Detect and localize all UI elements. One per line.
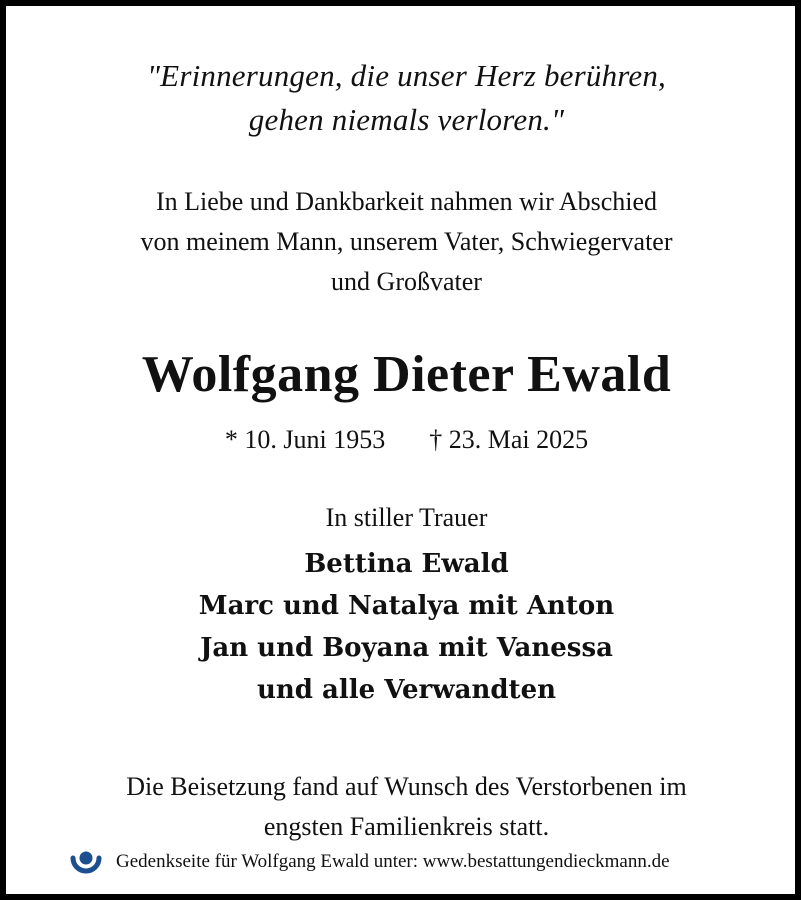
mourners-list xyxy=(6,543,801,711)
notice-line-1: Die Beisetzung fand auf Wunsch des Verstorbenen im xyxy=(126,772,687,801)
death-date: † 23. Mai 2025 xyxy=(429,425,589,454)
memorial-quote xyxy=(6,54,801,142)
intro-line-3: und Großvater xyxy=(331,267,482,296)
memorial-logo-icon xyxy=(68,844,104,880)
deceased-name: Wolfgang Dieter Ewald xyxy=(141,346,672,403)
mourner-name: Bettina Ewald xyxy=(304,549,509,579)
mourner-name: Marc und Natalya mit Anton xyxy=(198,591,615,621)
notice-line-2: engsten Familienkreis statt. xyxy=(263,812,550,841)
quote-line-2: gehen niemals verloren." xyxy=(248,102,565,137)
memorial-page-link[interactable]: Gedenkseite für Wolfgang Ewald unter: www.bestattungendieckmann.de xyxy=(116,851,670,872)
mourner-name: Jan und Boyana mit Vanessa xyxy=(200,633,613,663)
life-dates xyxy=(6,420,801,460)
mourner-name: und alle Verwandten xyxy=(256,675,557,705)
memorial-page-footer xyxy=(68,844,670,880)
burial-notice xyxy=(6,767,801,847)
intro-line-1: In Liebe und Dankbarkeit nahmen wir Abschied xyxy=(155,187,658,216)
farewell-intro xyxy=(6,182,801,302)
intro-line-2: von meinem Mann, unserem Vater, Schwiegervater xyxy=(140,227,673,256)
quote-line-1: "Erinnerungen, die unser Herz berühren, xyxy=(146,58,667,93)
mourning-intro: In stiller Trauer xyxy=(325,503,488,532)
birth-date: * 10. Juni 1953 xyxy=(224,425,386,454)
